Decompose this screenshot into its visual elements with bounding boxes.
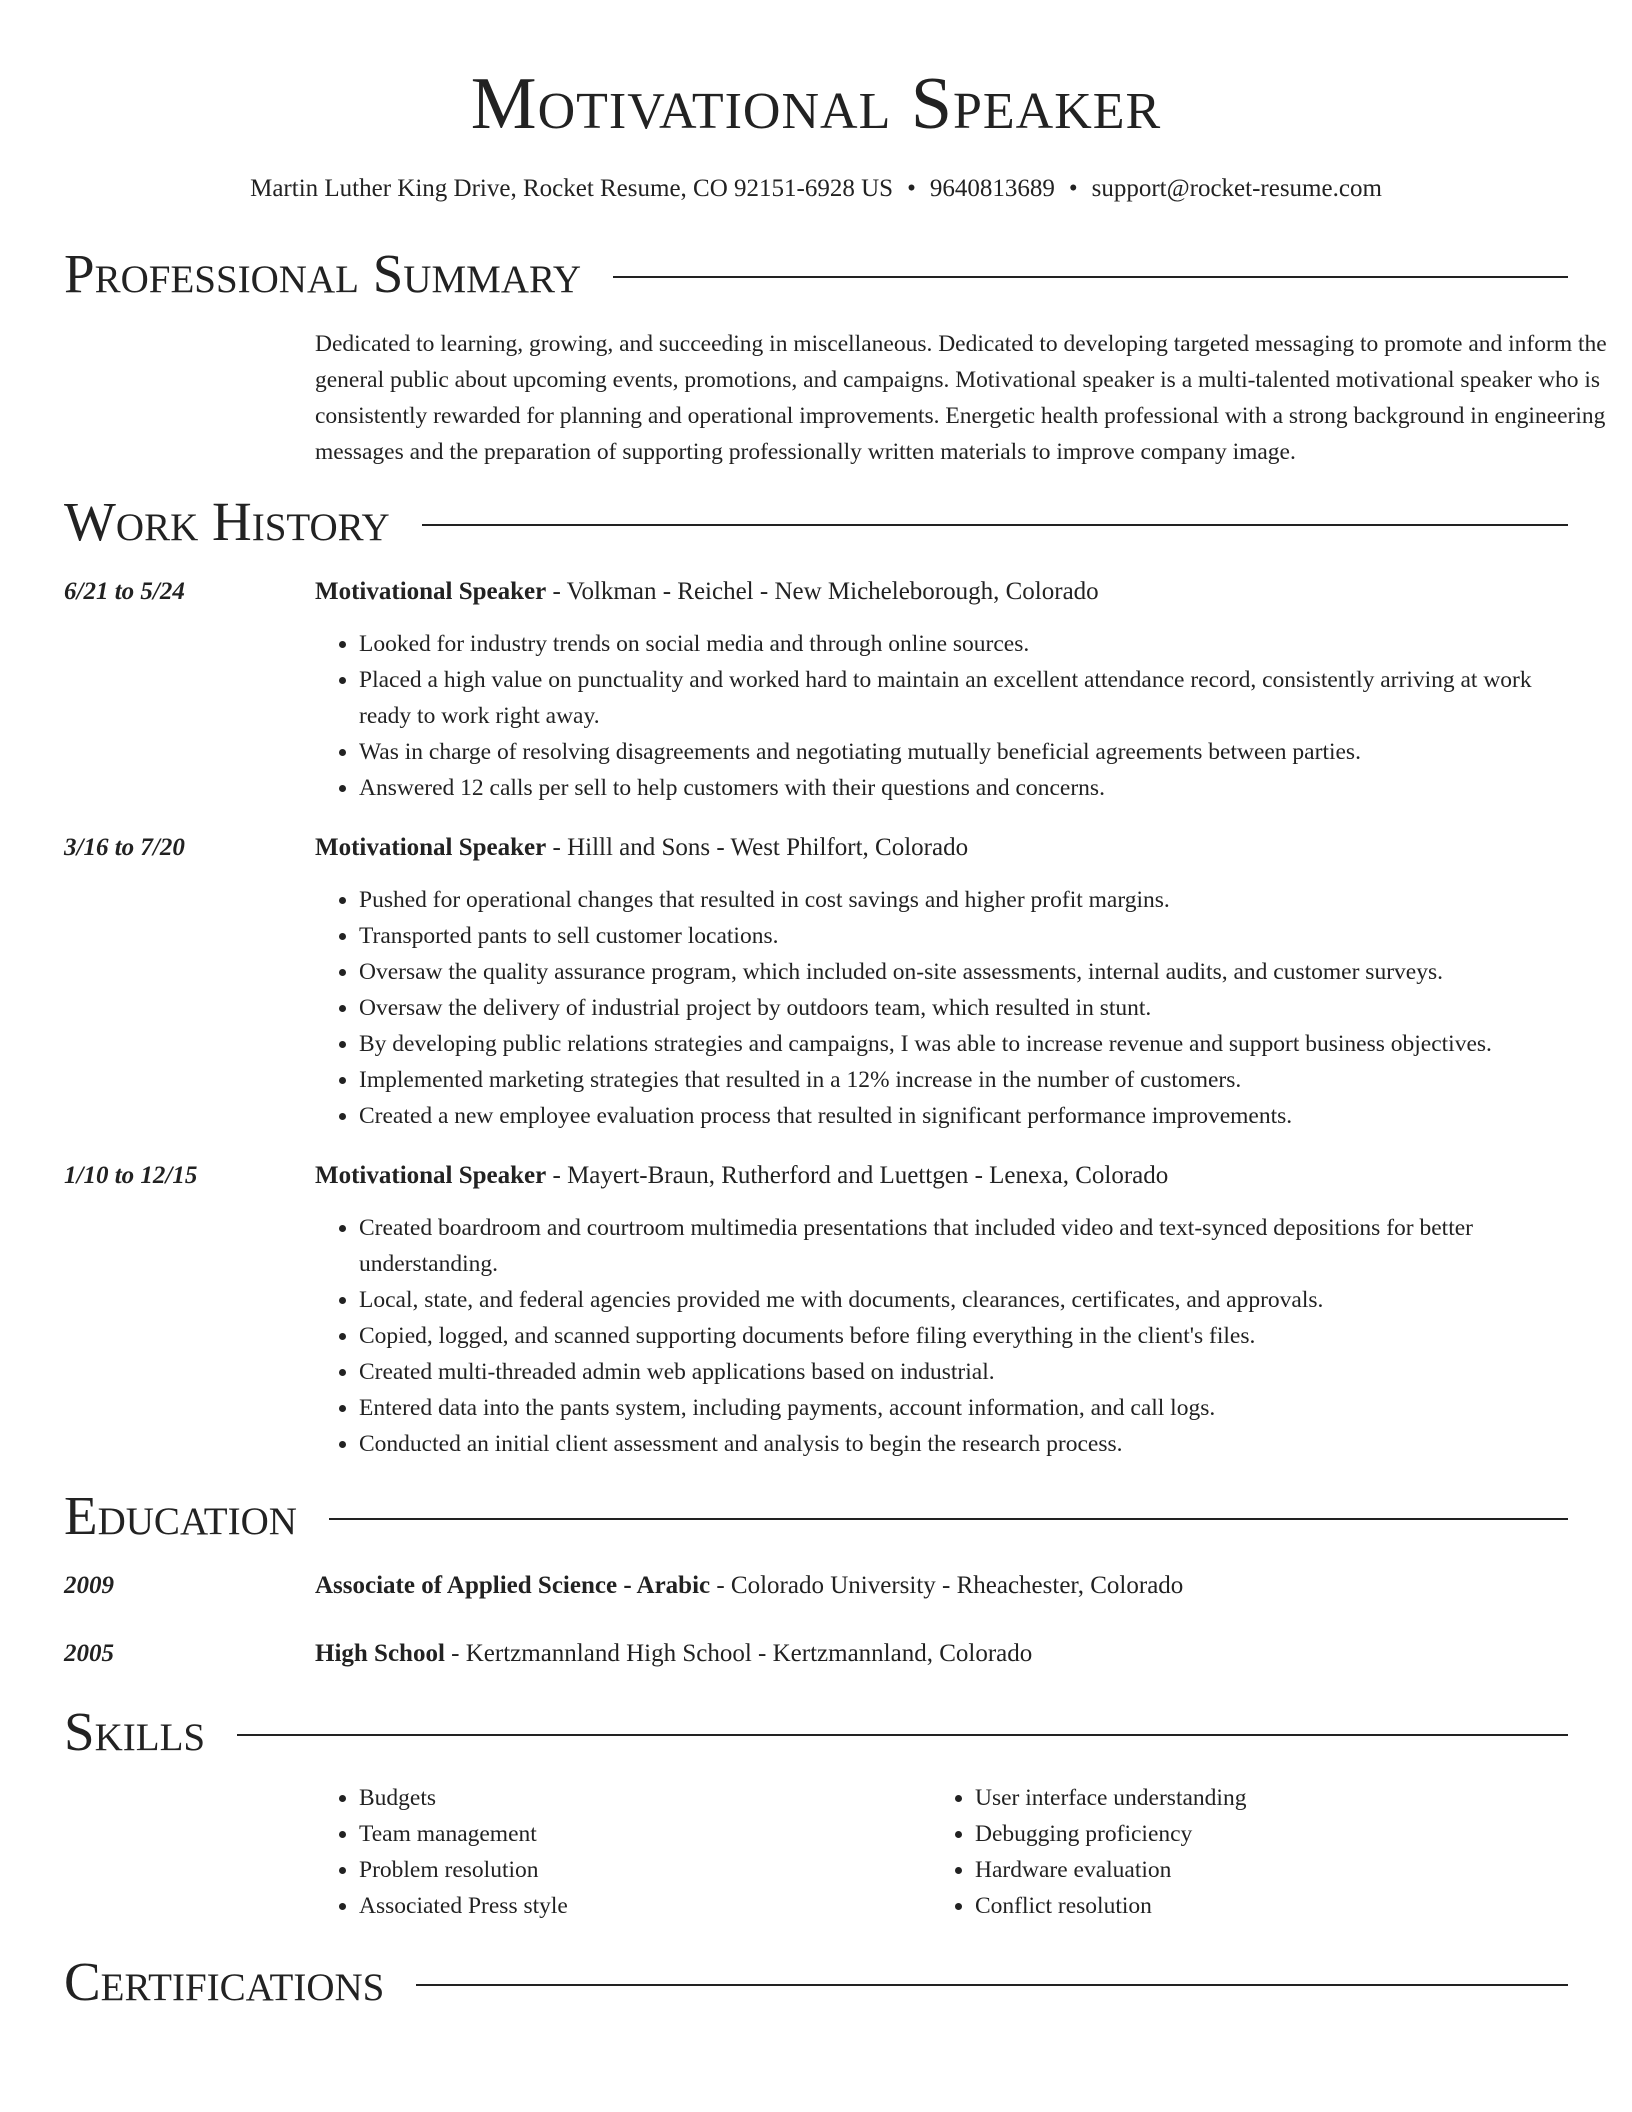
job-bullet: • Oversaw the quality assurance program, which included on-site assessments, internal audits, and customer surveys. [359, 954, 1568, 990]
job-bullet: • Created a new employee evaluation process that resulted in significant performance improvements. [359, 1098, 1568, 1134]
skills-columns [315, 1780, 1568, 1924]
skill-item: • Associated Press style [359, 1888, 931, 1924]
section-divider [613, 276, 1568, 278]
contact-separator: • [907, 175, 916, 202]
job-body [315, 1158, 1568, 1462]
job-bullet: • Looked for industry trends on social media and through online sources. [359, 626, 1568, 662]
job-entry [64, 574, 1568, 806]
skill-item: • Hardware evaluation [975, 1852, 1547, 1888]
job-dates: 6/21 to 5/24 [64, 578, 185, 605]
section-title-work: Work History [64, 491, 390, 552]
skill-item: • Budgets [359, 1780, 931, 1816]
job-title: Motivational Speaker [315, 578, 547, 605]
education-details: - Colorado University - Rheachester, Colorado [710, 1572, 1184, 1599]
candidate-name: Motivational Speaker [470, 63, 1162, 145]
education-line [315, 1568, 1568, 1604]
job-title: Motivational Speaker [315, 834, 547, 861]
skill-item: • Team management [359, 1816, 931, 1852]
contact-separator: • [1068, 175, 1078, 202]
job-bullet: • Was in charge of resolving disagreements and negotiating mutually beneficial agreements between parties. [359, 734, 1568, 770]
job-bullet: • By developing public relations strategies and campaigns, I was able to increase revenue and support business objectives. [359, 1026, 1568, 1062]
section-header-summary [64, 244, 1568, 304]
contact-address: Martin Luther King Drive, Rocket Resume, CO 92151-6928 US [250, 175, 894, 202]
education-degree: Associate of Applied Science - Arabic [315, 1572, 711, 1599]
job-body [315, 574, 1568, 806]
section-divider [416, 1984, 1568, 1986]
job-title-line [315, 574, 1568, 610]
job-bullet: • Oversaw the delivery of industrial project by outdoors team, which resulted in stunt. [359, 990, 1568, 1026]
education-details: - Kertzmannland High School - Kertzmannland, Colorado [444, 1640, 1033, 1667]
job-body [315, 830, 1568, 1134]
section-title-skills: Skills [64, 1701, 206, 1762]
education-list [64, 1568, 1568, 1672]
job-bullet: • Created boardroom and courtroom multimedia presentations that included video and text-synced depositions for better understanding. [359, 1210, 1568, 1282]
education-entry [64, 1568, 1568, 1604]
summary-text: Dedicated to learning, growing, and succeeding in miscellaneous. Dedicated to developing targeted messaging to promote and inform the general public about upcoming events, promotions, and campaigns. Motivational speaker is a multi-talented motivational speaker who is consistently rewarded for planning and operational improvements. Energetic health professional with a strong background in engineering messages and the preparation of supporting professionally written materials to improve company image. [315, 331, 1607, 465]
job-bullet: • Copied, logged, and scanned supporting documents before filing everything in the client's files. [359, 1318, 1568, 1354]
section-divider [422, 524, 1568, 526]
job-details: - Volkman - Reichel - New Micheleborough, Colorado [546, 578, 1099, 605]
section-header-certifications [64, 1952, 1568, 2012]
section-header-work [64, 492, 1568, 552]
section-title-education: Education [64, 1485, 297, 1546]
section-divider [329, 1518, 1568, 1520]
education-year: 2005 [64, 1640, 114, 1667]
job-bullet: • Local, state, and federal agencies provided me with documents, clearances, certificates, and approvals. [359, 1282, 1568, 1318]
contact-line [64, 172, 1568, 206]
section-title-certifications: Certifications [64, 1951, 385, 2012]
skills-list-right [931, 1780, 1547, 1924]
skill-item: • Conflict resolution [975, 1888, 1547, 1924]
job-title: Motivational Speaker [315, 1162, 547, 1189]
job-dates: 1/10 to 12/15 [64, 1162, 198, 1189]
job-bullet: • Conducted an initial client assessment and analysis to begin the research process. [359, 1426, 1568, 1462]
section-divider [237, 1734, 1568, 1736]
job-entry [64, 830, 1568, 1134]
job-bullet: • Transported pants to sell customer locations. [359, 918, 1568, 954]
skill-item: • User interface understanding [975, 1780, 1547, 1816]
job-dates: 3/16 to 7/20 [64, 834, 185, 861]
job-bullet: • Answered 12 calls per sell to help customers with their questions and concerns. [359, 770, 1568, 806]
education-year: 2009 [64, 1572, 114, 1599]
job-entry [64, 1158, 1568, 1462]
job-bullets [315, 1210, 1568, 1462]
contact-phone: 9640813689 [929, 175, 1055, 202]
section-header-skills [64, 1702, 1568, 1762]
section-title-summary: Professional Summary [64, 243, 582, 304]
education-line [315, 1636, 1568, 1672]
job-bullet: • Pushed for operational changes that resulted in cost savings and higher profit margins. [359, 882, 1568, 918]
job-bullet: • Implemented marketing strategies that resulted in a 12% increase in the number of customers. [359, 1062, 1568, 1098]
skill-item: • Problem resolution [359, 1852, 931, 1888]
job-bullet: • Created multi-threaded admin web applications based on industrial. [359, 1354, 1568, 1390]
job-title-line [315, 830, 1568, 866]
job-bullet: • Placed a high value on punctuality and worked hard to maintain an excellent attendance record, consistently arriving at work ready to work right away. [359, 662, 1568, 734]
job-bullets [315, 626, 1568, 806]
education-degree: High School [315, 1640, 445, 1667]
skills-list-left [315, 1780, 931, 1924]
job-details: - Mayert-Braun, Rutherford and Luettgen - Lenexa, Colorado [546, 1162, 1169, 1189]
contact-email: support@rocket-resume.com [1091, 175, 1382, 202]
work-history-list [64, 574, 1568, 1462]
skill-item: • Debugging proficiency [975, 1816, 1547, 1852]
job-title-line [315, 1158, 1568, 1194]
job-details: - Hilll and Sons - West Philfort, Colorado [546, 834, 969, 861]
education-entry [64, 1636, 1568, 1672]
job-bullet: • Entered data into the pants system, including payments, account information, and call logs. [359, 1390, 1568, 1426]
section-header-education [64, 1486, 1568, 1546]
job-bullets [315, 882, 1568, 1134]
